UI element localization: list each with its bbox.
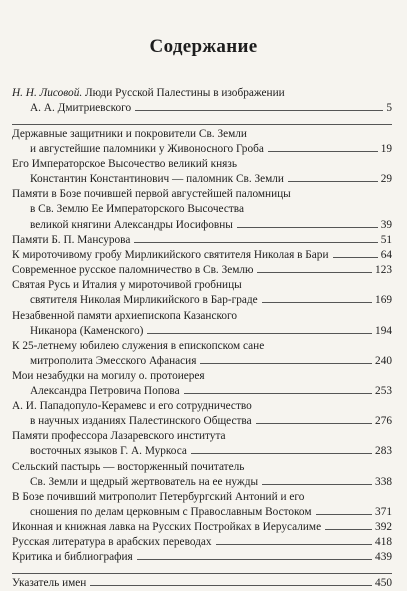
toc-entry-title xyxy=(12,233,130,248)
toc-entry-text: В Бозе почивший митрополит Петербургский Антоний и его xyxy=(12,491,305,503)
toc-entry-line xyxy=(12,233,392,248)
toc-entry-text: Критика и библиография xyxy=(12,551,133,563)
toc-entry-line xyxy=(12,278,392,293)
toc-entry[interactable] xyxy=(12,233,392,248)
toc-page-number: 253 xyxy=(375,385,392,398)
toc-page-number: 123 xyxy=(375,264,392,276)
toc-entry-title xyxy=(12,550,133,565)
toc-entry-line xyxy=(12,218,392,233)
toc-entry[interactable] xyxy=(12,399,392,430)
toc-leader-line xyxy=(135,110,383,111)
toc-entry-text: и августейшие паломники у Живоносного Гроба xyxy=(30,143,264,156)
toc-entry-line xyxy=(12,505,392,520)
toc-entry-text: Русская литература в арабских переводах xyxy=(12,536,212,548)
toc-entry-text: Сельский пастырь — восторженный почитатель xyxy=(12,461,245,473)
toc-entry-title xyxy=(12,520,321,535)
toc-entry-line xyxy=(12,475,392,490)
toc-entry-text: восточных языков Г. А. Муркоса xyxy=(30,445,187,458)
toc-leader-line xyxy=(137,559,372,560)
toc-page-number: 64 xyxy=(380,249,392,261)
toc-entry-title xyxy=(12,310,237,322)
toc-leader-line xyxy=(262,302,372,303)
toc-entry-title xyxy=(12,158,237,170)
toc-entry-line xyxy=(12,576,392,591)
toc-entry-line xyxy=(12,429,392,444)
toc-entry-text: Памяти Б. П. Мансурова xyxy=(12,234,131,246)
toc-leader-line xyxy=(237,227,378,228)
toc-entry-title xyxy=(12,491,304,503)
toc-entry[interactable] xyxy=(12,187,392,233)
toc-entry[interactable] xyxy=(12,248,392,263)
toc-entry[interactable] xyxy=(12,127,392,158)
toc-entry-text: Незабвенной памяти архиепископа Казанского xyxy=(12,310,238,322)
toc-entry-text: Константин Константинович — паломник Св. Земли xyxy=(30,173,284,186)
toc-page-number: 240 xyxy=(375,355,392,368)
toc-entry-text: митрополита Эмесского Афанасия xyxy=(30,355,197,368)
toc-entry[interactable] xyxy=(12,86,392,117)
toc-entry-line xyxy=(12,399,392,414)
toc-page-number: 5 xyxy=(386,102,392,115)
toc-entry[interactable] xyxy=(12,263,392,278)
toc-entry-text: Св. Земли и щедрый жертвователь на ее нужды xyxy=(30,476,259,489)
toc-leader-line xyxy=(325,529,372,530)
toc-entry-title xyxy=(30,324,143,339)
toc-page-number: 39 xyxy=(380,218,392,231)
toc-entry-title xyxy=(30,505,312,520)
toc-entry-text: сношения по делам церковным с Православным Востоком xyxy=(30,506,312,519)
toc-leader-line xyxy=(191,453,372,454)
toc-leader-line xyxy=(134,242,377,243)
toc-page-number: 194 xyxy=(375,325,392,338)
toc-entry-line xyxy=(12,86,392,101)
toc-entry[interactable] xyxy=(12,369,392,400)
toc-entry-text: Памяти в Бозе почившей первой августейшей паломницы xyxy=(12,188,291,200)
toc-entry-text: великой княгини Александры Иосифовны xyxy=(30,218,233,231)
toc-entry-line xyxy=(12,444,392,459)
toc-entry-text: Святая Русь и Италия у мироточивой гробницы xyxy=(12,279,242,291)
toc-entry[interactable] xyxy=(12,339,392,370)
toc-entry-line xyxy=(12,248,392,263)
toc-entry-line xyxy=(12,460,392,475)
toc-entry-author: Н. Н. Лисовой. xyxy=(12,87,83,99)
toc-entry-line xyxy=(12,384,392,399)
toc-entry-line xyxy=(12,414,392,429)
toc-entry-line xyxy=(12,157,392,172)
toc-page-number: 19 xyxy=(380,143,392,156)
toc-page-number: 51 xyxy=(380,234,392,246)
toc-entry-line xyxy=(12,324,392,339)
toc-entry-title xyxy=(30,203,244,215)
toc-page-number: 338 xyxy=(375,476,392,489)
toc-page-number: 169 xyxy=(375,294,392,307)
toc-separator xyxy=(12,573,392,574)
toc-leader-line xyxy=(90,585,372,586)
toc-separator xyxy=(12,124,392,125)
toc-entry-line xyxy=(12,172,392,187)
toc-entry-line xyxy=(12,339,392,354)
toc-entry-line xyxy=(12,520,392,535)
toc-entry-line xyxy=(12,142,392,157)
toc-entry-line xyxy=(12,354,392,369)
toc-entry-text: Иконная и книжная лавка на Русских Постройках в Иерусалиме xyxy=(12,521,322,533)
toc-entry-title xyxy=(30,414,252,429)
toc-entry-text: Люди Русской Палестины в изображении xyxy=(82,87,285,99)
toc-entry-text: Памяти профессора Лазаревского института xyxy=(12,430,226,442)
toc-entry-title xyxy=(12,370,205,382)
toc-entry-title xyxy=(30,142,264,157)
toc-entry-text: Александра Петровича Попова xyxy=(30,385,180,398)
toc-leader-line xyxy=(147,333,372,334)
toc-entry-title xyxy=(12,263,253,278)
toc-leader-line xyxy=(200,363,372,364)
toc-entry-text: А. А. Дмитриевского xyxy=(30,102,132,115)
toc-entry-line xyxy=(12,490,392,505)
toc-entry-title xyxy=(12,188,291,200)
toc-entry-line xyxy=(12,369,392,384)
toc-entry[interactable] xyxy=(12,490,392,521)
toc-leader-line xyxy=(333,257,378,258)
toc-leader-line xyxy=(256,423,372,424)
toc-entry-title xyxy=(12,340,264,352)
toc-entry-line xyxy=(12,202,392,217)
toc-page-number: 418 xyxy=(375,536,392,548)
toc-entry[interactable] xyxy=(12,535,392,550)
toc-entry-line xyxy=(12,263,392,278)
toc-entry[interactable] xyxy=(12,460,392,491)
toc-page-number: 29 xyxy=(380,173,392,186)
toc-entry[interactable] xyxy=(12,576,392,591)
toc-entry-line xyxy=(12,535,392,550)
toc-entry-line xyxy=(12,309,392,324)
toc-page-number: 450 xyxy=(375,577,392,589)
toc-entry-title xyxy=(30,354,196,369)
toc-leader-line xyxy=(216,544,372,545)
toc-entry-line xyxy=(12,101,392,116)
toc-entry-text: Державные защитники и покровители Св. Земли xyxy=(12,128,247,140)
toc-entry-line xyxy=(12,127,392,142)
toc-entry-text: К 25-летнему юбилею служения в епископском сане xyxy=(12,340,265,352)
toc-entry-text: А. И. Пападопуло-Керамевс и его сотрудничество xyxy=(12,400,252,412)
toc-entry-text: Указатель имен xyxy=(12,577,87,589)
toc-leader-line xyxy=(257,272,372,273)
toc-entry-title xyxy=(12,576,86,591)
page-title: Содержание xyxy=(149,36,258,57)
toc-entry[interactable] xyxy=(12,309,392,340)
toc-leader-line xyxy=(184,393,372,394)
toc-entry-title xyxy=(12,279,242,291)
toc-entry-title xyxy=(30,384,180,399)
toc-entry-title xyxy=(30,218,233,233)
toc-entry-text: в Св. Землю Ее Императорского Высочества xyxy=(30,203,244,216)
toc-leader-line xyxy=(288,181,378,182)
toc-entry[interactable] xyxy=(12,278,392,309)
toc-entry-title xyxy=(12,128,247,140)
toc-entry-text: Его Императорское Высочество великий князь xyxy=(12,158,237,170)
toc-entry-title xyxy=(12,461,244,473)
toc-entry-text: Мои незабудки на могилу о. протоиерея xyxy=(12,370,205,382)
toc-entry-title xyxy=(12,430,226,442)
toc-entry-text: Современное русское паломничество в Св. Землю xyxy=(12,264,254,276)
toc-page-number: 371 xyxy=(375,506,392,519)
toc-entry[interactable] xyxy=(12,550,392,565)
toc-leader-line xyxy=(262,484,372,485)
toc-leader-line xyxy=(316,514,373,515)
toc-entry-title xyxy=(12,400,252,412)
toc-entry-title xyxy=(12,248,329,263)
toc-entry-title xyxy=(30,172,284,187)
toc-entry[interactable] xyxy=(12,157,392,188)
toc-entry-title xyxy=(12,535,212,550)
toc-entry-title xyxy=(30,444,187,459)
toc-leader-line xyxy=(268,151,378,152)
toc-entry-text: в научных изданиях Палестинского Общества xyxy=(30,415,252,428)
toc-entry-text: Никанора (Каменского) xyxy=(30,325,144,338)
toc-entry-text: святителя Николая Мирликийского в Бар-граде xyxy=(30,294,258,307)
toc-page-number: 392 xyxy=(375,521,392,533)
toc-page-number: 439 xyxy=(375,551,392,563)
toc-entry-line xyxy=(12,550,392,565)
toc-entry-text: К мироточивому гробу Мирликийского святителя Николая в Бари xyxy=(12,249,329,261)
toc-entry-title xyxy=(30,101,131,116)
toc-entry-title xyxy=(12,87,285,99)
toc-entry-line xyxy=(12,187,392,202)
toc-page-number: 283 xyxy=(375,445,392,458)
toc-page-number: 276 xyxy=(375,415,392,428)
toc-entry-title xyxy=(30,293,258,308)
toc-entry-title xyxy=(30,475,258,490)
toc-entry-line xyxy=(12,293,392,308)
toc-entry[interactable] xyxy=(12,520,392,535)
toc-entry[interactable] xyxy=(12,429,392,460)
